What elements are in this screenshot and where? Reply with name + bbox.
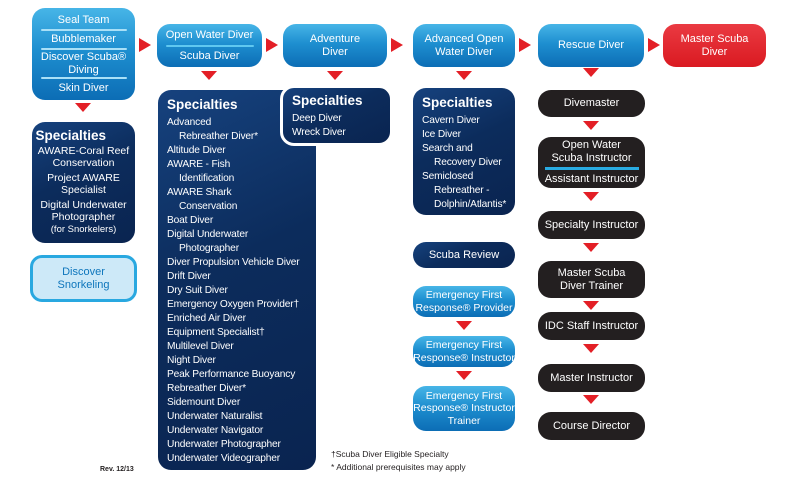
arrow-right-icon [519, 38, 531, 52]
list-item: AWARE-Coral Reef Conservation [37, 145, 130, 170]
arrow-right-icon [648, 38, 660, 52]
list-item: Cavern Diver [422, 115, 480, 127]
open-water-diver-label: Open Water Diver [165, 28, 254, 41]
specialty-instructor-label: Specialty Instructor [544, 218, 639, 231]
master-instructor-box [538, 364, 645, 392]
list-item: Dry Suit Diver [167, 285, 228, 297]
list-item: Sidemount Diver [167, 397, 241, 409]
list-item: Rebreather - [434, 185, 490, 197]
arrow-right-icon [266, 38, 278, 52]
arrow-down-icon [327, 71, 343, 80]
efr-provider-label: Emergency First Response® Provider [415, 289, 513, 314]
list-item: Rebreather Diver* [167, 383, 246, 395]
arrow-down-icon [456, 71, 472, 80]
list-item: Search and [422, 143, 473, 155]
list-item: Digital Underwater [167, 229, 249, 241]
list-item: Enriched Air Diver [167, 313, 246, 325]
list-item: Peak Performance Buoyancy [167, 369, 296, 381]
discover-scuba-diving-label: Discover Scuba® Diving [40, 51, 127, 76]
rescue-diver-label: Rescue Diver [557, 39, 625, 52]
master-scuba-diver-box [663, 24, 766, 67]
divemaster-label: Divemaster [563, 97, 620, 110]
arrow-down-icon [583, 344, 599, 353]
arrow-down-icon [456, 321, 472, 330]
snorkeler-specialties-box [32, 122, 135, 243]
arrow-down-icon [201, 71, 217, 80]
open-water-diver-box [157, 24, 262, 67]
list-item: Digital Underwater Photographer [40, 198, 127, 223]
specialties-header: Specialties [167, 97, 238, 112]
list-item: Wreck Diver [292, 127, 346, 139]
list-item: Photographer [179, 243, 239, 255]
list-item: Deep Diver [292, 113, 342, 125]
arrow-down-icon [583, 395, 599, 404]
list-item: Boat Diver [167, 215, 214, 227]
master-scuba-diver-label: Master Scuba Diver [680, 32, 749, 58]
scuba-review-label: Scuba Review [428, 248, 500, 261]
list-item: Project AWARE Specialist [47, 171, 120, 197]
footnote-dagger: †Scuba Diver Eligible Specialty [331, 449, 449, 459]
bubblemaker-label: Bubblemaker [51, 33, 116, 46]
master-instructor-label: Master Instructor [550, 371, 633, 384]
list-item: Underwater Naturalist [167, 411, 263, 423]
list-item: Drift Diver [167, 271, 211, 283]
course-director-label: Course Director [552, 419, 631, 432]
discover-snorkeling-label: Discover Snorkeling [57, 265, 110, 291]
list-item: Underwater Navigator [167, 425, 264, 437]
divider [545, 167, 639, 170]
specialty-instructor-box [538, 211, 645, 239]
list-item: Identification [179, 173, 235, 185]
arrow-down-icon [583, 68, 599, 77]
arrow-right-icon [139, 38, 151, 52]
discover-snorkeling-box [30, 255, 137, 302]
list-item: Emergency Oxygen Provider† [167, 299, 299, 311]
arrow-down-icon [75, 103, 91, 112]
open-water-scuba-instructor-label: Open Water Scuba Instructor [551, 138, 632, 164]
skin-diver-label: Skin Diver [58, 82, 109, 95]
specialties-header: Specialties [35, 128, 107, 143]
list-item: Advanced [167, 117, 212, 129]
course-director-box [538, 412, 645, 440]
arrow-down-icon [583, 121, 599, 130]
arrow-down-icon [583, 243, 599, 252]
scuba-review-box [413, 242, 515, 268]
list-item: Diver Propulsion Vehicle Diver [167, 257, 300, 269]
junior-programs-box [32, 8, 135, 100]
adventure-specialties-box [280, 85, 393, 146]
list-item: Multilevel Diver [167, 341, 234, 353]
revision-label: Rev. 12/13 [100, 466, 134, 473]
aow-specialties-box [413, 88, 515, 215]
list-item: Equipment Specialist† [167, 327, 265, 339]
list-item: Altitude Diver [167, 145, 226, 157]
list-item: AWARE - Fish [167, 159, 231, 171]
open-water-scuba-instructor-box [538, 137, 645, 188]
list-item: Rebreather Diver* [179, 131, 258, 143]
efr-provider-box [413, 286, 515, 317]
master-scuba-diver-trainer-box [538, 261, 645, 298]
specialties-header: Specialties [422, 95, 493, 110]
efr-instructor-trainer-label: Emergency First Response® Instructor Trainer [413, 389, 515, 427]
arrow-down-icon [583, 192, 599, 201]
list-item: AWARE Shark [167, 187, 232, 199]
list-item: Dolphin/Atlantis* [434, 199, 507, 211]
arrow-right-icon [391, 38, 403, 52]
list-item: Conservation [179, 201, 238, 213]
list-item: (for Snorkelers) [50, 224, 117, 236]
list-item: Recovery Diver [434, 157, 502, 169]
idc-staff-instructor-box [538, 312, 645, 340]
seal-team-label: Seal Team [57, 13, 110, 26]
divemaster-box [538, 90, 645, 117]
advanced-open-water-diver-box [413, 24, 515, 67]
efr-instructor-label: Emergency First Response® Instructor [413, 339, 515, 364]
open-water-specialties-box [158, 90, 316, 470]
list-item: Ice Diver [422, 129, 461, 141]
assistant-instructor-label: Assistant Instructor [544, 173, 639, 186]
adventure-diver-label: Adventure Diver [309, 32, 361, 58]
list-item: Underwater Photographer [167, 439, 281, 451]
advanced-open-water-diver-label: Advanced Open Water Diver [424, 32, 504, 58]
list-item: Semiclosed [422, 171, 474, 183]
arrow-down-icon [456, 371, 472, 380]
arrow-down-icon [583, 301, 599, 310]
adventure-diver-box [283, 24, 387, 67]
footnote-asterisk: * Additional prerequisites may apply [331, 462, 466, 472]
list-item: Underwater Videographer [167, 453, 281, 465]
efr-instructor-trainer-box [413, 386, 515, 431]
list-item: Night Diver [167, 355, 216, 367]
rescue-diver-box [538, 24, 644, 67]
idc-staff-instructor-label: IDC Staff Instructor [544, 319, 639, 332]
divider [166, 45, 254, 47]
efr-instructor-box [413, 336, 515, 367]
scuba-diver-label: Scuba Diver [179, 49, 240, 62]
specialties-header: Specialties [292, 93, 363, 108]
master-scuba-diver-trainer-label: Master Scuba Diver Trainer [557, 266, 626, 292]
